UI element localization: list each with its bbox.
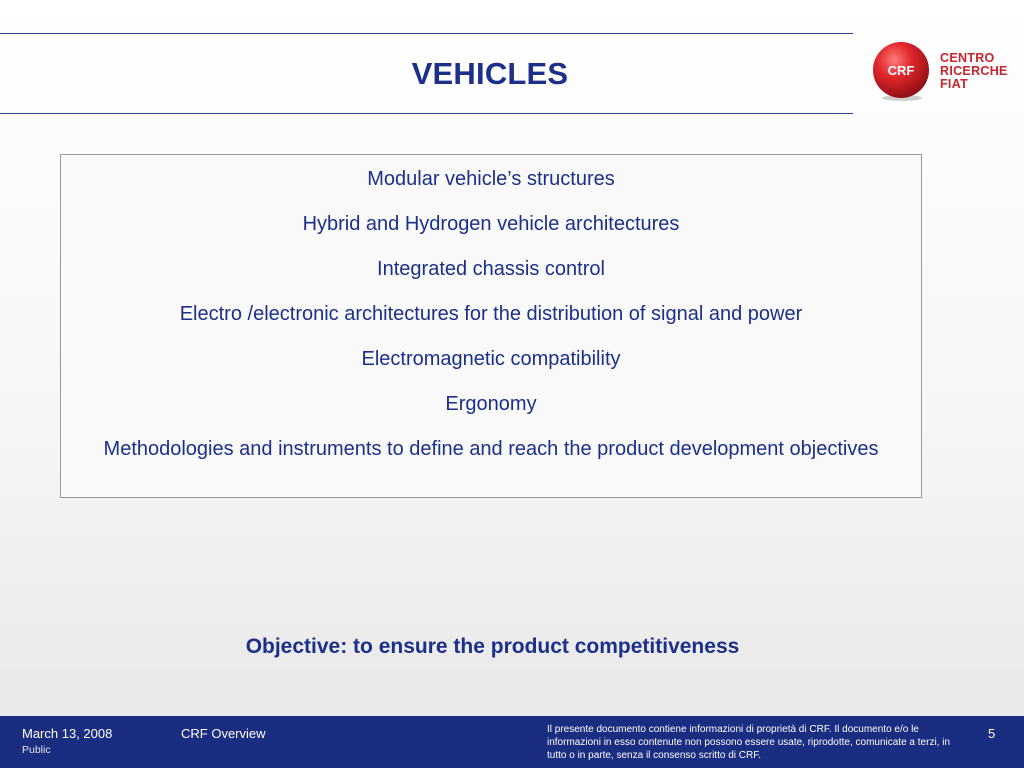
crf-logo: [870, 40, 1010, 104]
footer-document-title: CRF Overview: [181, 726, 266, 741]
slide-footer: [0, 716, 1024, 768]
topic-item: Modular vehicle’s structures: [367, 168, 615, 190]
footer-page-number: 5: [988, 726, 996, 741]
topic-item: Electromagnetic compatibility: [361, 348, 621, 370]
crf-mark-text: CRF: [887, 63, 915, 78]
logo-wordmark: [940, 52, 1008, 91]
logo-line: FIAT: [940, 77, 969, 91]
footer-classification: Public: [22, 744, 51, 756]
logo-line: CENTRO: [940, 51, 995, 65]
topic-item: Ergonomy: [445, 393, 537, 415]
logo-line: RICERCHE: [940, 64, 1008, 78]
topics-box: [60, 154, 922, 498]
footer-date: March 13, 2008: [22, 726, 113, 741]
top-divider: [0, 33, 853, 34]
footer-confidentiality-notice: Il presente documento contiene informazioni di proprietà di CRF. Il documento e/o le informazioni in esso contenute non possono essere usate, riprodotte, comunicate a terzi, in tutto o in parte, senza il consenso scritto di CRF.: [547, 724, 951, 761]
crf-sphere-icon: [870, 40, 934, 104]
topic-item: Integrated chassis control: [377, 258, 605, 280]
bottom-divider: [0, 113, 853, 114]
objective-statement: Objective: to ensure the product competitiveness: [245, 635, 740, 658]
slide-title: VEHICLES: [411, 56, 569, 91]
topic-item: Hybrid and Hydrogen vehicle architectures: [302, 213, 680, 235]
topic-item: Electro /electronic architectures for the distribution of signal and power: [179, 303, 803, 325]
topic-item: Methodologies and instruments to define and reach the product development objectives: [103, 438, 879, 460]
